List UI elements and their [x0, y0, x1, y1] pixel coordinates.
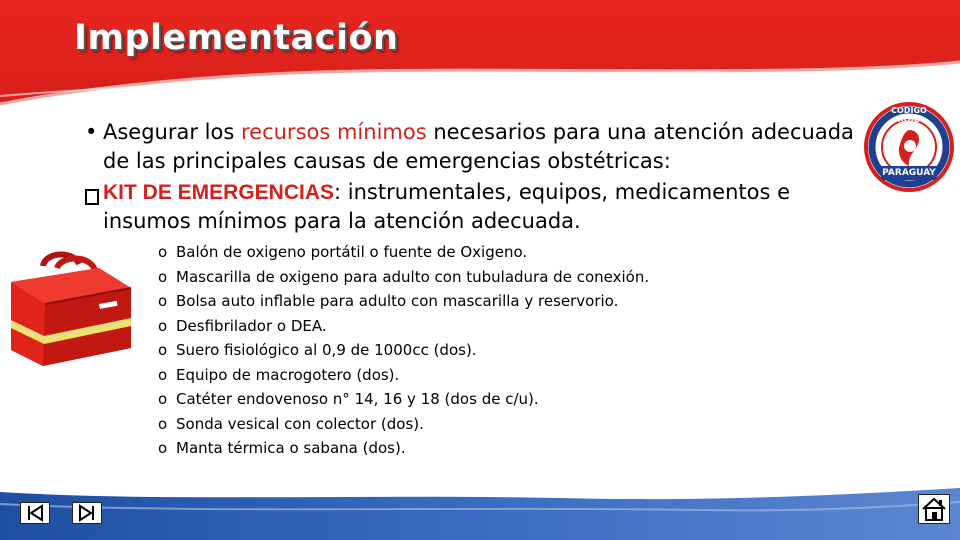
list-item-text: Balón de oxigeno portátil o fuente de Oxigeno.	[176, 243, 528, 261]
list-marker: o	[158, 365, 168, 384]
list-marker: o	[158, 243, 168, 261]
list-item-text: Sonda vesical con colector (dos).	[176, 414, 424, 433]
list-item-text: Catéter endovenoso n° 14, 16 y 18 (dos de c/u).	[176, 390, 539, 408]
list-item-text: Bolsa auto inflable para adulto con mascarilla y reservorio.	[176, 292, 619, 310]
list-item-text: Desfibrilador o DEA.	[176, 316, 327, 335]
bullet-resources	[85, 118, 860, 176]
list-marker: o	[158, 390, 168, 408]
logo-top-text: CODIGO ROJO	[891, 106, 927, 124]
list-item	[158, 289, 649, 314]
list-marker: o	[158, 414, 168, 433]
list-marker: o	[158, 341, 168, 359]
list-marker: o	[158, 267, 168, 286]
emergency-bag-image	[3, 248, 138, 376]
skip-forward-icon	[73, 503, 101, 523]
kit-items-list	[158, 240, 649, 461]
list-item	[158, 240, 649, 265]
list-marker: o	[158, 439, 168, 457]
bullet-marker: •	[85, 120, 98, 144]
list-item	[158, 265, 649, 290]
bullet-highlight: recursos mínimos	[240, 120, 427, 144]
list-item-text: Equipo de macrogotero (dos).	[176, 365, 400, 384]
list-item	[158, 314, 649, 339]
list-item	[158, 412, 649, 437]
footer-wave	[0, 484, 960, 540]
kit-title: KIT DE EMERGENCIAS	[103, 181, 335, 204]
page-title: Implementación	[74, 18, 399, 58]
kit-line	[85, 178, 860, 236]
list-item	[158, 436, 649, 461]
home-button[interactable]	[918, 494, 950, 524]
list-item-text: Manta térmica o sabana (dos).	[176, 439, 406, 457]
checkbox-square-icon	[85, 184, 99, 213]
next-slide-button[interactable]	[72, 502, 102, 524]
list-item	[158, 387, 649, 412]
skip-back-icon	[21, 503, 49, 523]
prev-slide-button[interactable]	[20, 502, 50, 524]
list-marker: o	[158, 316, 168, 335]
list-item-text: Mascarilla de oxigeno para adulto con tubuladura de conexión.	[176, 267, 650, 286]
slide-header	[0, 0, 960, 108]
list-marker: o	[158, 292, 168, 310]
list-item-text: Suero fisiológico al 0,9 de 1000cc (dos).	[176, 341, 477, 359]
kit-text: : instrumentales, equipos, medicamentos e insumos mínimos para la atención adecuada.	[103, 180, 791, 233]
slide-footer	[0, 484, 960, 540]
codigo-rojo-logo	[864, 100, 954, 194]
logo-bottom-text: PARAGUAY	[882, 168, 936, 178]
list-item	[158, 338, 649, 363]
bullet-text-before: Asegurar los	[103, 120, 241, 144]
home-icon	[919, 495, 949, 523]
slide-content	[85, 118, 860, 236]
bullet-text-after: necesarios para una atención adecuada de las principales causas de emergencias obstétricas:	[103, 120, 854, 173]
list-item	[158, 363, 649, 388]
